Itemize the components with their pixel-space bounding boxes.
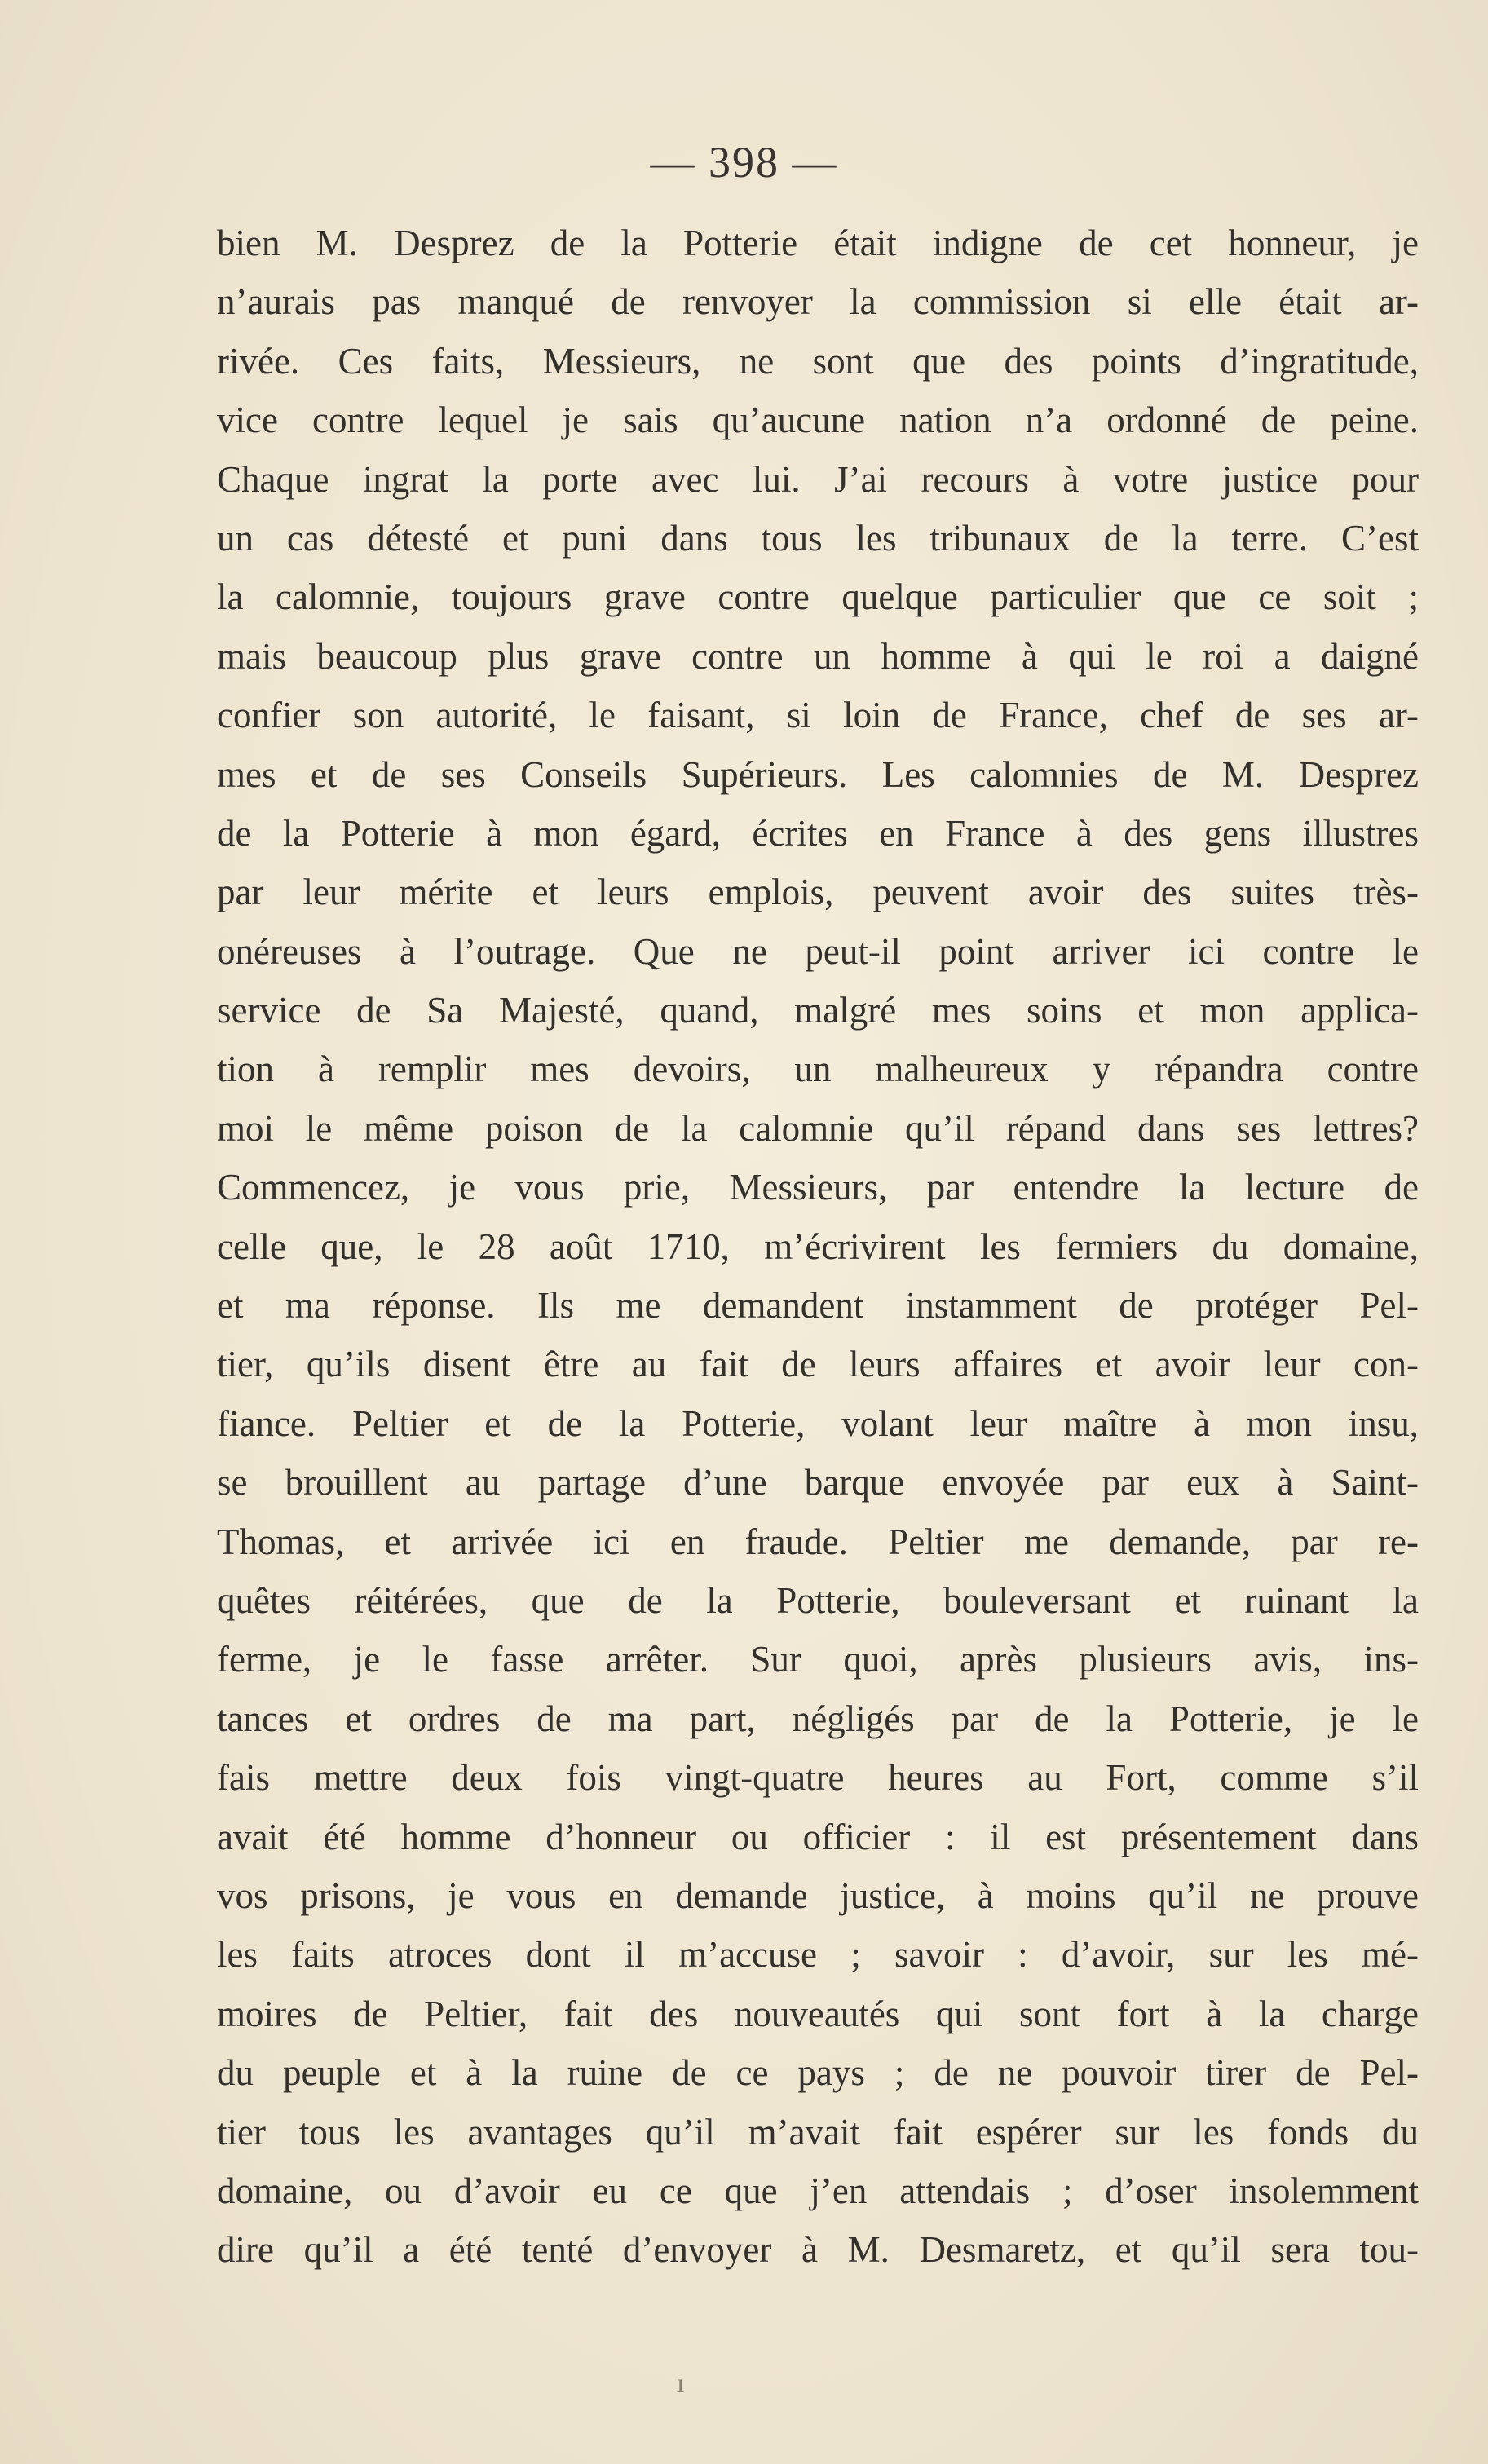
text-line: service de Sa Majesté, quand, malgré mes soins et mon applica- bbox=[217, 990, 1419, 1031]
text-line: la calomnie, toujours grave contre quelque particulier que ce soit ; bbox=[217, 576, 1419, 618]
text-line: onéreuses à l’outrage. Que ne peut-il point arriver ici contre le bbox=[217, 930, 1419, 972]
text-line: rivée. Ces faits, Messieurs, ne sont que des points d’ingratitude, bbox=[217, 340, 1419, 382]
text-line: domaine, ou d’avoir eu ce que j’en attendais ; d’oser insolemment bbox=[217, 2170, 1419, 2211]
text-line: tier tous les avantages qu’il m’avait fait espérer sur les fonds du bbox=[217, 2111, 1419, 2153]
footer-mark: ı bbox=[677, 2369, 685, 2399]
body-text bbox=[217, 214, 1419, 2280]
text-line: par leur mérite et leurs emplois, peuvent avoir des suites très- bbox=[217, 872, 1419, 913]
text-line: fiance. Peltier et de la Potterie, volant leur maître à mon insu, bbox=[217, 1402, 1419, 1444]
text-line: mes et de ses Conseils Supérieurs. Les calomnies de M. Desprez bbox=[217, 753, 1419, 795]
text-line: Commencez, je vous prie, Messieurs, par entendre la lecture de bbox=[217, 1167, 1419, 1208]
text-line: de la Potterie à mon égard, écrites en France à des gens illustres bbox=[217, 812, 1419, 854]
text-line: bien M. Desprez de la Potterie était indigne de cet honneur, je bbox=[217, 223, 1419, 263]
text-line: mais beaucoup plus grave contre un homme à qui le roi a daigné bbox=[217, 635, 1419, 677]
page-number: — 398 — bbox=[650, 138, 838, 187]
text-line: ferme, je le fasse arrêter. Sur quoi, après plusieurs avis, ins- bbox=[217, 1639, 1419, 1680]
text-line: fais mettre deux fois vingt-quatre heures au Fort, comme s’il bbox=[217, 1757, 1419, 1799]
text-line: du peuple et à la ruine de ce pays ; de ne pouvoir tirer de Pel- bbox=[217, 2052, 1419, 2094]
text-line: celle que, le 28 août 1710, m’écrivirent les fermiers du domaine, bbox=[217, 1225, 1419, 1267]
text-line: dire qu’il a été tenté d’envoyer à M. Desmaretz, et qu’il sera tou- bbox=[217, 2229, 1419, 2271]
text-line: tion à remplir mes devoirs, un malheureux y répandra contre bbox=[217, 1049, 1419, 1090]
text-line: confier son autorité, le faisant, si loin de France, chef de ses ar- bbox=[217, 695, 1419, 736]
text-line: quêtes réitérées, que de la Potterie, bouleversant et ruinant la bbox=[217, 1579, 1419, 1621]
text-line: moires de Peltier, fait des nouveautés qui sont fort à la charge bbox=[217, 1993, 1419, 2034]
text-line: Chaque ingrat la porte avec lui. J’ai recours à votre justice pour bbox=[217, 458, 1419, 500]
text-line: avait été homme d’honneur ou officier : il est présentement dans bbox=[217, 1816, 1419, 1857]
text-line: les faits atroces dont il m’accuse ; savoir : d’avoir, sur les mé- bbox=[217, 1934, 1419, 1976]
text-line: moi le même poison de la calomnie qu’il répand dans ses lettres? bbox=[217, 1107, 1419, 1149]
text-line: vos prisons, je vous en demande justice, à moins qu’il ne prouve bbox=[217, 1874, 1419, 1916]
text-line: Thomas, et arrivée ici en fraude. Peltier me demande, par re- bbox=[217, 1521, 1419, 1562]
text-line: et ma réponse. Ils me demandent instamment de protéger Pel- bbox=[217, 1285, 1419, 1327]
text-line: se brouillent au partage d’une barque envoyée par eux à Saint- bbox=[217, 1462, 1419, 1504]
text-line: n’aurais pas manqué de renvoyer la commission si elle était ar- bbox=[217, 281, 1419, 323]
text-line: un cas détesté et puni dans tous les tribunaux de la terre. C’est bbox=[217, 517, 1419, 559]
text-line: tances et ordres de ma part, négligés par de la Potterie, je le bbox=[217, 1698, 1419, 1739]
text-line: vice contre lequel je sais qu’aucune nation n’a ordonné de peine. bbox=[217, 400, 1419, 441]
text-line: tier, qu’ils disent être au fait de leurs affaires et avoir leur con- bbox=[217, 1344, 1419, 1385]
